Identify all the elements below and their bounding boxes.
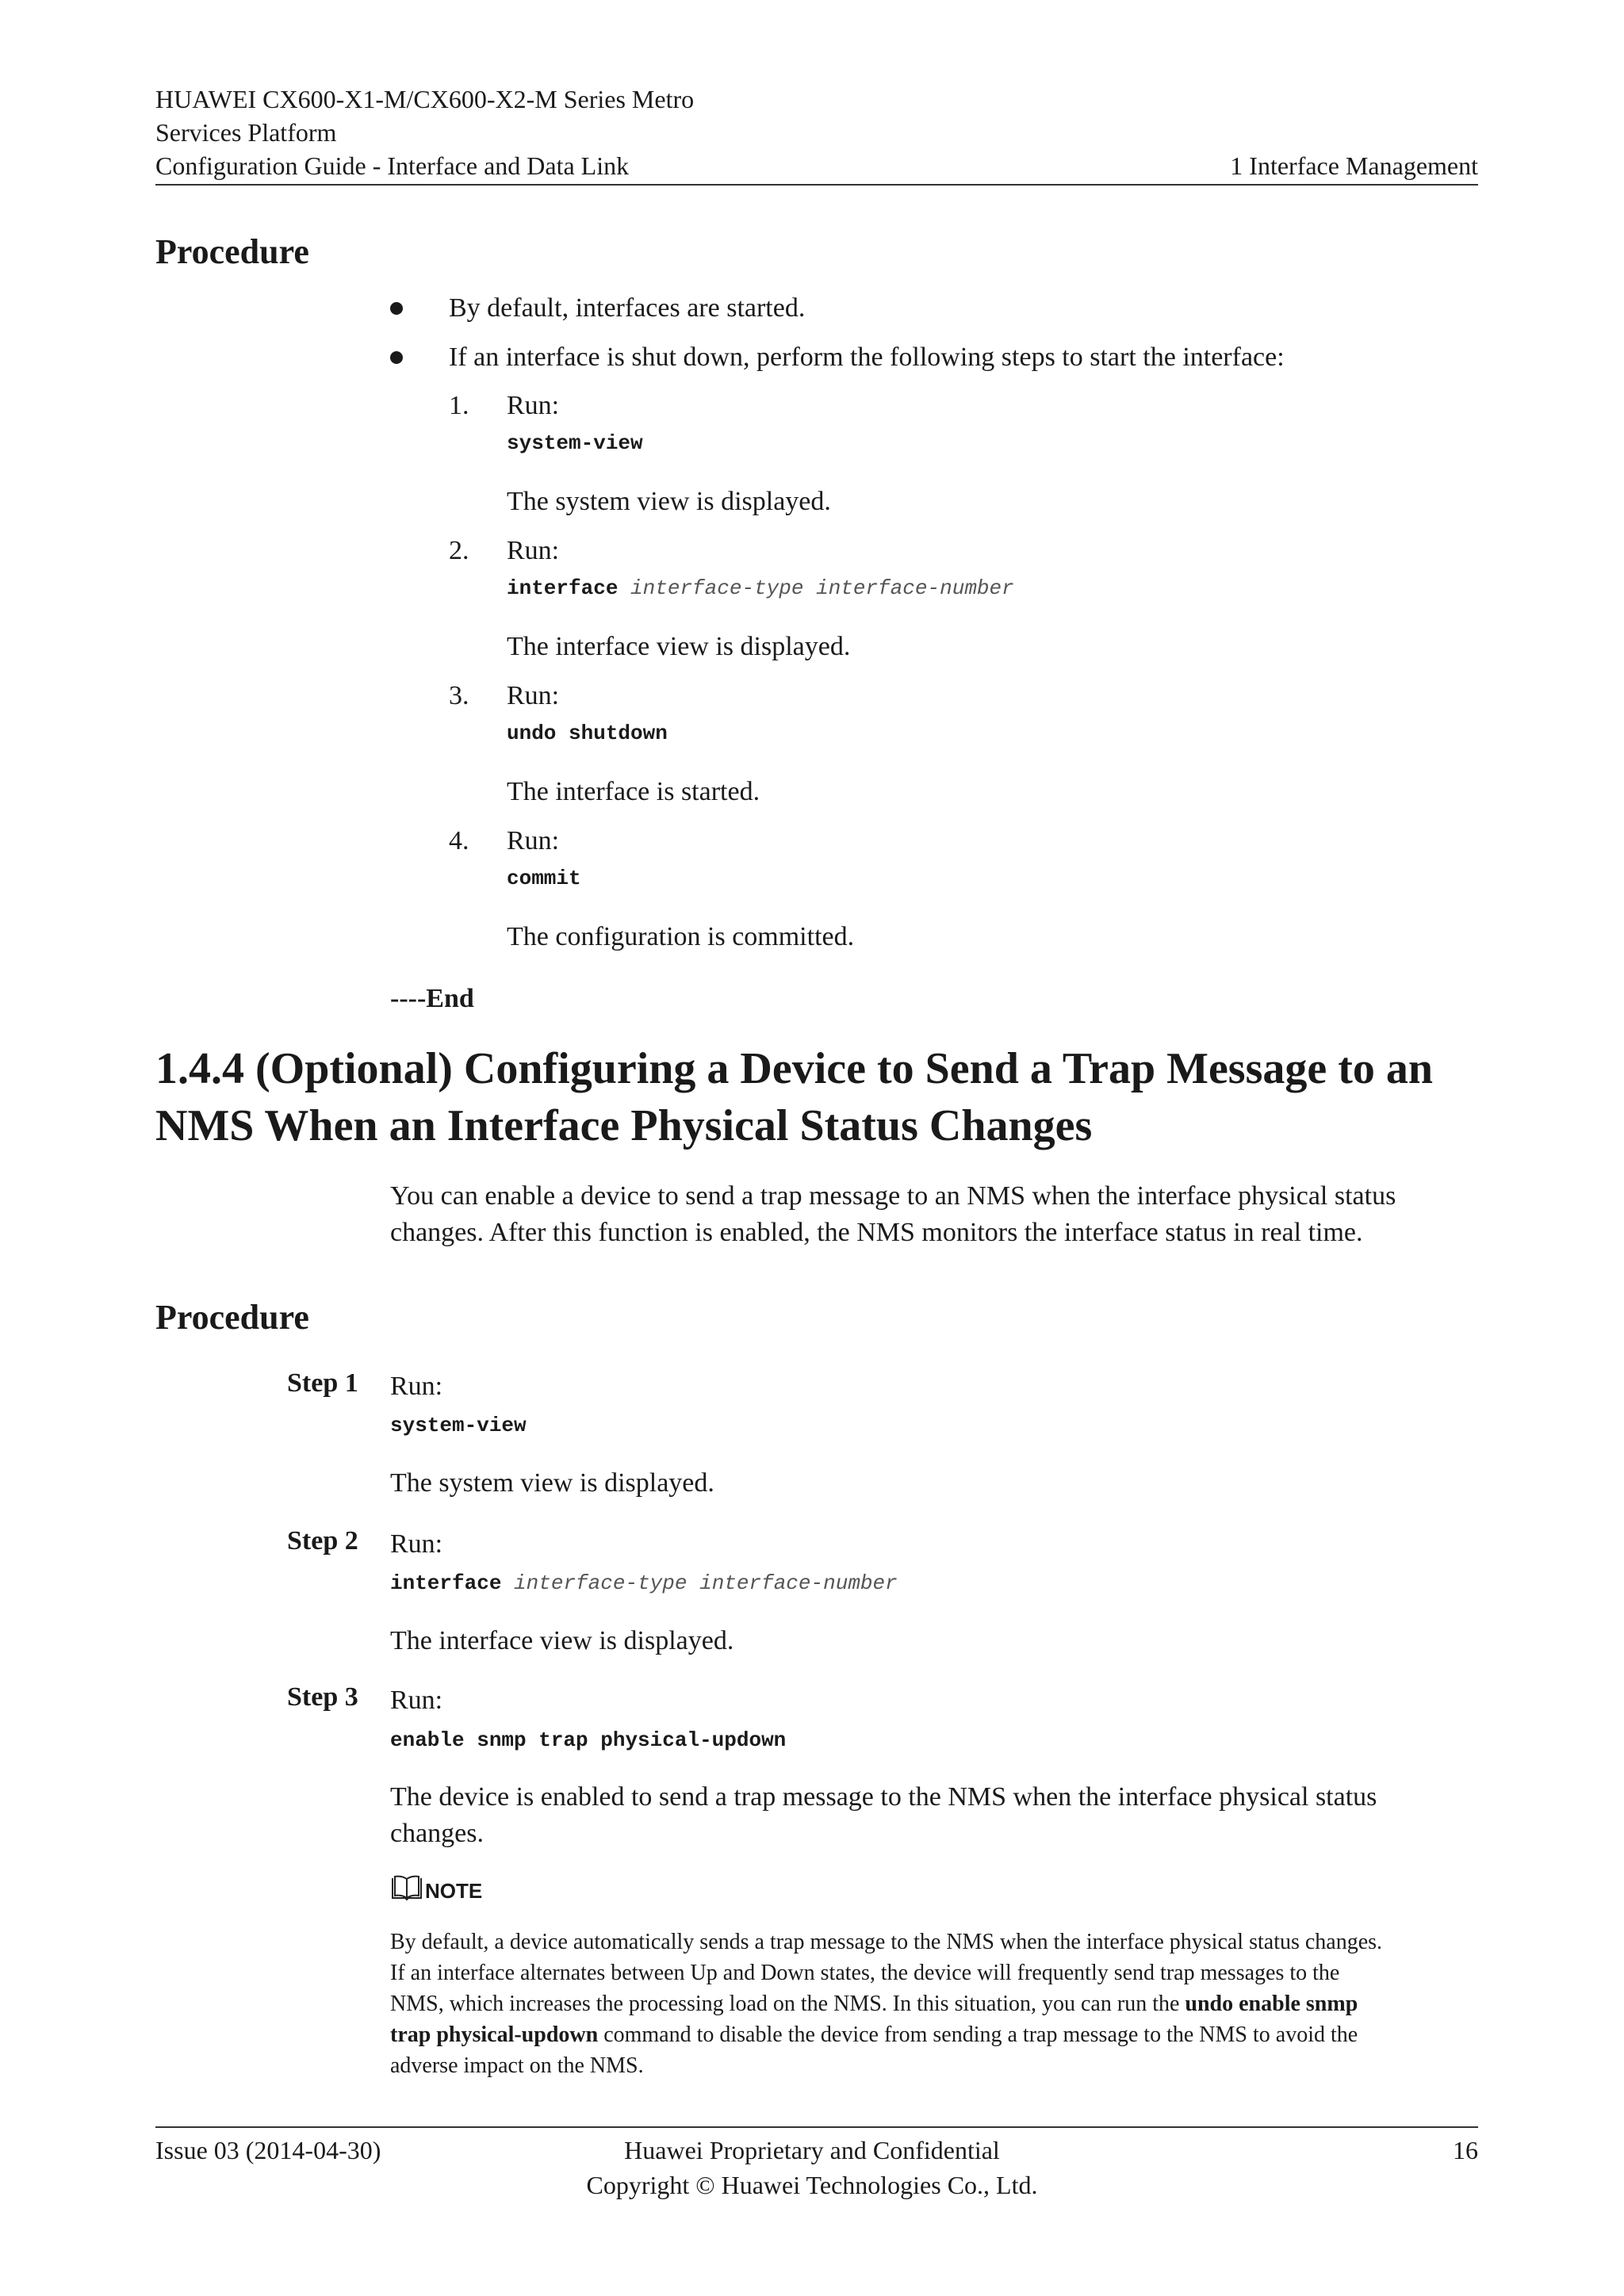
note-text-line5: adverse impact on the NMS.: [390, 2053, 644, 2078]
command-line: [390, 1571, 898, 1595]
procedure-end-marker: ----End: [390, 984, 474, 1013]
step-run-label: Run:: [507, 536, 560, 565]
step-run-label: Run:: [507, 391, 560, 420]
step-run-label: Run:: [507, 826, 560, 855]
command-text: system-view: [507, 431, 643, 455]
step-description: The interface is started.: [507, 777, 760, 806]
command-keyword: interface: [390, 1571, 502, 1595]
step-label: Step 1: [287, 1368, 358, 1398]
step-description: The system view is displayed.: [507, 487, 831, 516]
book-icon: [390, 1874, 423, 1901]
note-text-segment: command to disable the device from sending a trap message to the NMS to avoid the: [598, 2022, 1358, 2047]
header-guide-title: Configuration Guide - Interface and Data Link: [155, 151, 630, 180]
step-label: Step 2: [287, 1526, 358, 1556]
procedure-heading: Procedure: [155, 232, 309, 271]
section-title-line1: 1.4.4 (Optional) Configuring a Device to Send a Trap Message to an: [155, 1044, 1434, 1093]
note-text-line1: By default, a device automatically sends a trap message to the NMS when the interface physical status changes.: [390, 1930, 1383, 1954]
note-label: NOTE: [425, 1879, 483, 1903]
command-text: undo shutdown: [507, 721, 668, 745]
step-number: 4.: [449, 826, 469, 855]
header-product-line2: Services Platform: [155, 118, 337, 147]
command-text: commit: [507, 867, 581, 890]
command-args: interface-type interface-number: [514, 1571, 898, 1595]
step-description-line1: The device is enabled to send a trap message to the NMS when the interface physical status: [390, 1782, 1377, 1812]
header-chapter: 1 Interface Management: [1230, 151, 1478, 180]
note-text-line3: [390, 1988, 1358, 2019]
footer-issue: Issue 03 (2014-04-30): [155, 2136, 381, 2164]
step-description: The interface view is displayed.: [507, 632, 851, 661]
step-number: 3.: [449, 681, 469, 710]
step-description-line2: changes.: [390, 1819, 485, 1848]
step-run-label: Run:: [390, 1372, 443, 1401]
header-product-line1: HUAWEI CX600-X1-M/CX600-X2-M Series Metro: [155, 85, 695, 113]
command-line: [507, 576, 1014, 600]
procedure-heading: Procedure: [155, 1298, 309, 1337]
note-text-line4: [390, 2019, 1358, 2050]
command-text: system-view: [390, 1414, 527, 1437]
bullet-dot: [390, 351, 403, 364]
bullet-item: If an interface is shut down, perform the following steps to start the interface:: [449, 342, 1285, 372]
footer-confidential: Huawei Proprietary and Confidential: [624, 2136, 1000, 2164]
section-intro-line1: You can enable a device to send a trap message to an NMS when the interface physical status: [390, 1181, 1396, 1211]
step-number: 1.: [449, 391, 469, 420]
step-description: The configuration is committed.: [507, 922, 855, 951]
step-label: Step 3: [287, 1682, 358, 1712]
step-number: 2.: [449, 536, 469, 565]
step-run-label: Run:: [507, 681, 560, 710]
footer-rule: [155, 2126, 1478, 2128]
note-command: undo enable snmp: [1185, 1992, 1358, 2016]
step-description: The interface view is displayed.: [390, 1626, 734, 1655]
page-number: 16: [1453, 2136, 1478, 2164]
note-text-segment: NMS, which increases the processing load on the NMS. In this situation, you can run the: [390, 1992, 1185, 2016]
step-description: The system view is displayed.: [390, 1468, 714, 1498]
bullet-item: By default, interfaces are started.: [449, 293, 806, 323]
header-rule: [155, 184, 1478, 186]
command-keyword: interface: [507, 576, 619, 600]
note-text-line2: If an interface alternates between Up and Down states, the device will frequently send trap messages to the: [390, 1961, 1340, 1985]
section-title-line2: NMS When an Interface Physical Status Changes: [155, 1101, 1093, 1150]
section-intro-line2: changes. After this function is enabled, the NMS monitors the interface status in real time.: [390, 1218, 1363, 1247]
bullet-dot: [390, 302, 403, 315]
command-text: enable snmp trap physical-updown: [390, 1728, 787, 1752]
note-command: trap physical-updown: [390, 2022, 599, 2047]
step-run-label: Run:: [390, 1529, 443, 1559]
step-run-label: Run:: [390, 1686, 443, 1715]
command-args: interface-type interface-number: [630, 576, 1014, 600]
footer-copyright: Copyright © Huawei Technologies Co., Ltd.: [586, 2171, 1038, 2199]
